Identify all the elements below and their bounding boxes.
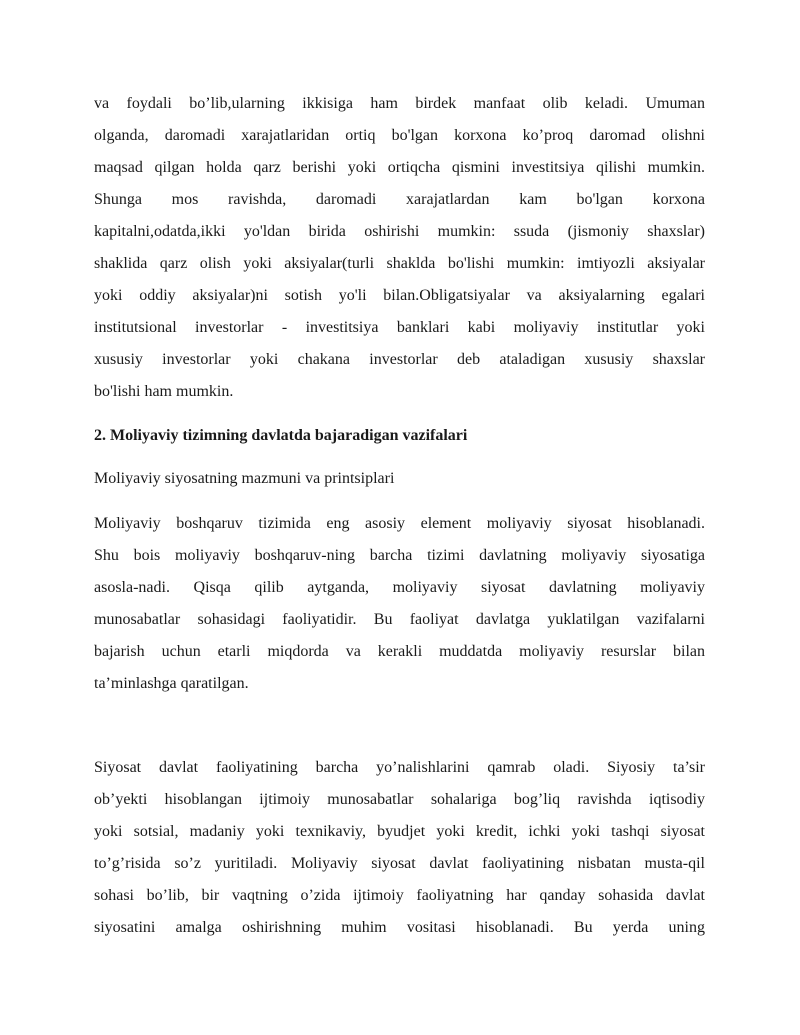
paragraph-3-line: sohasi bo’lib, bir vaqtning o’zida ijtimoiy faoliyatning har qanday sohasida davlat: [94, 887, 705, 904]
paragraph-1-line: xususiy investorlar yoki chakana investorlar deb ataladigan xususiy shaxslar: [94, 351, 705, 368]
paragraph-3-line: to’g’risida so’z yuritiladi. Moliyaviy siyosat davlat faoliyatining nisbatan musta-qil: [94, 855, 705, 872]
paragraph-1-line: kapitalni,odatda,ikki yo'ldan birida oshirishi mumkin: ssuda (jismoniy shaxslar): [94, 223, 705, 240]
subheading: Moliyaviy siyosatning mazmuni va printsiplari: [94, 470, 395, 487]
paragraph-1-line: olganda, daromadi xarajatlaridan ortiq bo'lgan korxona ko’proq daromad olishni: [94, 127, 705, 144]
paragraph-1-line: Shunga mos ravishda, daromadi xarajatlardan kam bo'lgan korxona: [94, 191, 705, 208]
paragraph-1-line: va foydali bo’lib,ularning ikkisiga ham birdek manfaat olib keladi. Umuman: [94, 95, 705, 112]
paragraph-1-line: maqsad qilgan holda qarz berishi yoki ortiqcha qismini investitsiya qilishi mumkin.: [94, 159, 705, 176]
paragraph-1-line: institutsional investorlar - investitsiya banklari kabi moliyaviy institutlar yoki: [94, 319, 705, 336]
paragraph-3-line: siyosatini amalga oshirishning muhim vositasi hisoblanadi. Bu yerda uning: [94, 919, 705, 936]
paragraph-1-line: bo'lishi ham mumkin.: [94, 383, 234, 400]
paragraph-2-line: ta’minlashga qaratilgan.: [94, 675, 249, 692]
paragraph-2-line: bajarish uchun etarli miqdorda va kerakli muddatda moliyaviy resurslar bilan: [94, 643, 705, 660]
paragraph-1-line: yoki oddiy aksiyalar)ni sotish yo'li bilan.Obligatsiyalar va aksiyalarning egalari: [94, 287, 705, 304]
paragraph-2-line: Moliyaviy boshqaruv tizimida eng asosiy element moliyaviy siyosat hisoblanadi.: [94, 515, 705, 532]
section-heading: 2. Moliyaviy tizimning davlatda bajaradigan vazifalari: [94, 427, 468, 444]
paragraph-3-line: Siyosat davlat faoliyatining barcha yo’nalishlarini qamrab oladi. Siyosiy ta’sir: [94, 759, 705, 776]
paragraph-3: [94, 752, 705, 944]
paragraph-2-line: Shu bois moliyaviy boshqaruv-ning barcha tizimi davlatning moliyaviy siyosatiga: [94, 547, 705, 564]
paragraph-1: [94, 88, 705, 408]
paragraph-2-line: asosla-nadi. Qisqa qilib aytganda, moliyaviy siyosat davlatning moliyaviy: [94, 579, 705, 596]
paragraph-1-line: shaklida qarz olish yoki aksiyalar(turli shaklda bo'lishi mumkin: imtiyozli aksiyalar: [94, 255, 705, 272]
paragraph-2-line: munosabatlar sohasidagi faoliyatidir. Bu faoliyat davlatga yuklatilgan vazifalarni: [94, 611, 705, 628]
paragraph-3-line: yoki sotsial, madaniy yoki texnikaviy, byudjet yoki kredit, ichki yoki tashqi siyosat: [94, 823, 705, 840]
paragraph-3-line: ob’yekti hisoblangan ijtimoiy munosabatlar sohalariga bog’liq ravishda iqtisodiy: [94, 791, 705, 808]
paragraph-2: [94, 508, 705, 700]
